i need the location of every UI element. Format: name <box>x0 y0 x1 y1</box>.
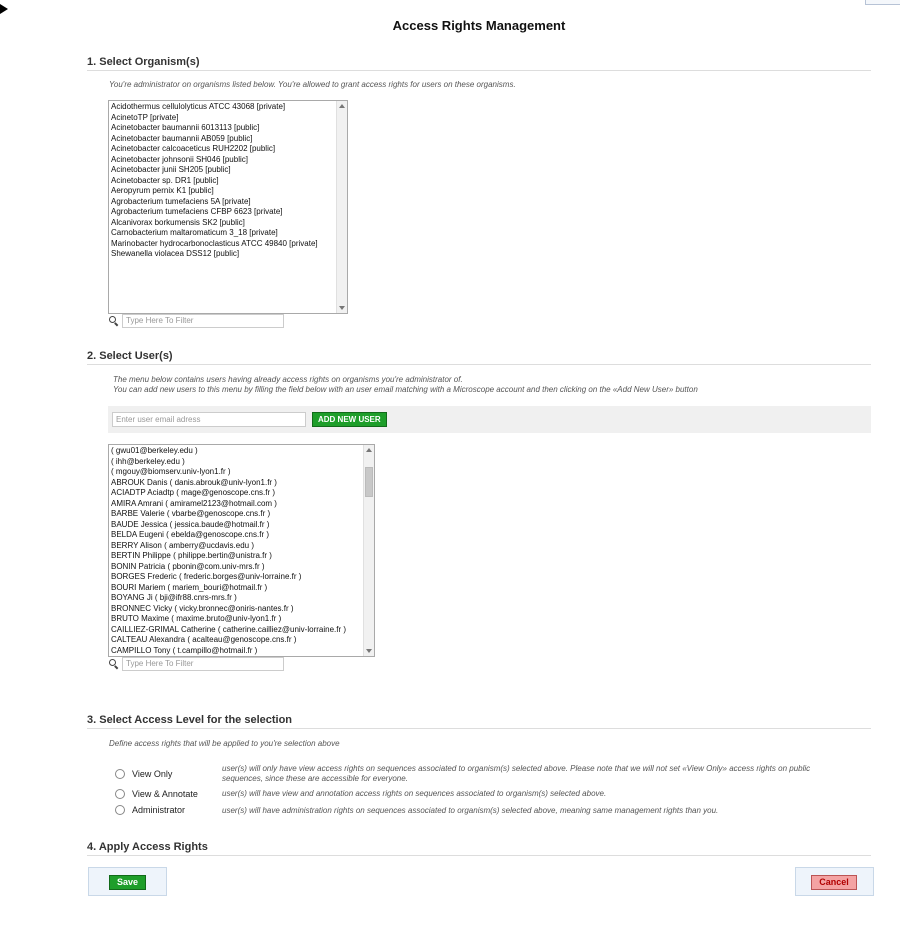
search-icon <box>108 315 120 327</box>
access-option-view-annotate[interactable] <box>115 789 198 799</box>
list-item[interactable]: Acinetobacter sp. DR1 [public] <box>111 175 219 185</box>
organism-listbox[interactable] <box>108 100 348 314</box>
corner-tab[interactable] <box>865 0 900 5</box>
administrator-radio[interactable] <box>115 805 125 815</box>
scrollbar-thumb[interactable] <box>365 467 373 497</box>
access-option-administrator[interactable] <box>115 805 185 815</box>
organisms-description: You're administrator on organisms listed below. You're allowed to grant access rights for users on these organisms. <box>109 80 516 89</box>
list-item[interactable]: BRUTO Maxime ( maxime.bruto@univ-lyon1.fr ) <box>111 614 282 623</box>
users-description-line1: The menu below contains users having already access rights on organisms you're administrator of. <box>113 375 463 384</box>
list-item[interactable]: ( gwu01@berkeley.edu ) <box>111 446 198 455</box>
view-annotate-radio[interactable] <box>115 789 125 799</box>
list-item[interactable]: AcinetoTP [private] <box>111 112 179 122</box>
view-only-radio[interactable] <box>115 769 125 779</box>
list-item[interactable]: ( mgouy@biomserv.univ-lyon1.fr ) <box>111 467 231 476</box>
scroll-down-arrow-icon[interactable] <box>366 649 372 653</box>
cancel-button[interactable]: Cancel <box>811 875 857 890</box>
list-item[interactable]: Aeropyrum pernix K1 [public] <box>111 186 214 195</box>
user-filter <box>108 657 284 670</box>
list-item[interactable]: CALTEAU Alexandra ( acalteau@genoscope.cns.fr ) <box>111 635 297 644</box>
page-title: Access Rights Management <box>392 18 566 33</box>
list-item[interactable]: BOURI Mariem ( mariem_bouri@hotmail.fr ) <box>111 582 268 592</box>
section-title-apply: 4. Apply Access Rights <box>87 841 871 856</box>
scroll-up-arrow-icon[interactable] <box>339 104 345 108</box>
view-annotate-label: View & Annotate <box>132 789 198 799</box>
add-new-user-button[interactable]: ADD NEW USER <box>312 412 387 427</box>
list-item[interactable]: Agrobacterium tumefaciens CFBP 6623 [private] <box>111 207 283 216</box>
list-item[interactable]: BARBE Valerie ( vbarbe@genoscope.cns.fr ) <box>111 509 271 518</box>
save-button-container <box>88 867 167 896</box>
administrator-description: user(s) will have administration rights on sequences associated to organism(s) selected above, meaning same management rights than you. <box>222 806 719 815</box>
list-item[interactable]: Acinetobacter junii SH205 [public] <box>111 165 231 174</box>
list-item[interactable]: ACIADTP Aciadtp ( mage@genoscope.cns.fr ) <box>111 488 276 497</box>
list-item[interactable]: Alcanivorax borkumensis SK2 [public] <box>111 217 245 227</box>
list-item[interactable]: ( ihh@berkeley.edu ) <box>111 456 185 466</box>
view-only-description: user(s) will only have view access rights on sequences associated to organism(s) selected above. Please note that we will not set «View Only» access rights on public sequences, since these are accessible for everyone. <box>222 764 811 783</box>
section-title-organisms: 1. Select Organism(s) <box>87 56 871 71</box>
search-icon <box>108 658 120 670</box>
view-annotate-description: user(s) will have view and annotation access rights on sequences associated to organism(s) selected above. <box>222 789 607 798</box>
list-item[interactable]: Acidothermus cellulolyticus ATCC 43068 [private] <box>111 102 286 111</box>
section-title-access-level: 3. Select Access Level for the selection <box>87 714 871 729</box>
organism-filter-input[interactable] <box>122 314 284 328</box>
list-item[interactable]: Agrobacterium tumefaciens 5A [private] <box>111 196 251 206</box>
list-item[interactable]: Acinetobacter calcoaceticus RUH2202 [public] <box>111 144 276 153</box>
cancel-button-container <box>795 867 874 896</box>
organism-filter <box>108 314 284 327</box>
list-item[interactable]: Marinobacter hydrocarbonoclasticus ATCC 49840 [private] <box>111 238 318 248</box>
list-item[interactable]: BAUDE Jessica ( jessica.baude@hotmail.fr ) <box>111 519 270 529</box>
save-button[interactable]: Save <box>109 875 146 890</box>
list-item[interactable]: BORGES Frederic ( frederic.borges@univ-lorraine.fr ) <box>111 572 302 581</box>
scroll-up-arrow-icon[interactable] <box>366 448 372 452</box>
list-item[interactable]: Acinetobacter johnsonii SH046 [public] <box>111 154 248 164</box>
user-filter-input[interactable] <box>122 657 284 671</box>
list-item[interactable]: BOYANG Ji ( bji@ifr88.cnrs-mrs.fr ) <box>111 593 237 602</box>
scroll-down-arrow-icon[interactable] <box>339 306 345 310</box>
user-scrollbar[interactable] <box>363 445 374 656</box>
list-item[interactable]: BELDA Eugeni ( ebelda@genoscope.cns.fr ) <box>111 530 269 539</box>
list-item[interactable]: BRONNEC Vicky ( vicky.bronnec@oniris-nantes.fr ) <box>111 603 294 613</box>
users-description-line2: You can add new users to this menu by filling the field below with an user email matching with a Microscope account and then clicking on the «Add New User» button <box>113 385 698 394</box>
section-title-users: 2. Select User(s) <box>87 350 871 365</box>
access-level-description: Define access rights that will be applied to you're selection above <box>109 739 340 748</box>
list-item[interactable]: Acinetobacter baumannii 6013113 [public] <box>111 123 260 132</box>
list-item[interactable]: ABROUK Danis ( danis.abrouk@univ-lyon1.fr ) <box>111 477 277 487</box>
organism-scrollbar[interactable] <box>336 101 347 313</box>
list-item[interactable]: CAMPILLO Tony ( t.campillo@hotmail.fr ) <box>111 645 258 655</box>
administrator-label: Administrator <box>132 805 186 815</box>
list-item[interactable]: Carnobacterium maltaromaticum 3_18 [private] <box>111 228 278 237</box>
access-option-view-only[interactable] <box>115 769 172 779</box>
add-user-bar <box>108 406 871 433</box>
corner-arrow-icon <box>0 4 8 14</box>
list-item[interactable]: Acinetobacter baumannii AB059 [public] <box>111 133 253 143</box>
list-item[interactable]: BERRY Alison ( amberry@ucdavis.edu ) <box>111 540 254 550</box>
list-item[interactable]: CAILLIEZ-GRIMAL Catherine ( catherine.cailliez@univ-lorraine.fr ) <box>111 624 347 634</box>
user-email-input[interactable] <box>112 412 306 427</box>
list-item[interactable]: BERTIN Philippe ( philippe.bertin@unistra.fr ) <box>111 551 272 560</box>
list-item[interactable]: BONIN Patricia ( pbonin@com.univ-mrs.fr ) <box>111 561 265 571</box>
list-item[interactable]: AMIRA Amrani ( amiramel2123@hotmail.com ) <box>111 498 277 508</box>
user-listbox[interactable] <box>108 444 375 657</box>
list-item[interactable]: Shewanella violacea DSS12 [public] <box>111 249 240 258</box>
view-only-label: View Only <box>132 769 173 779</box>
